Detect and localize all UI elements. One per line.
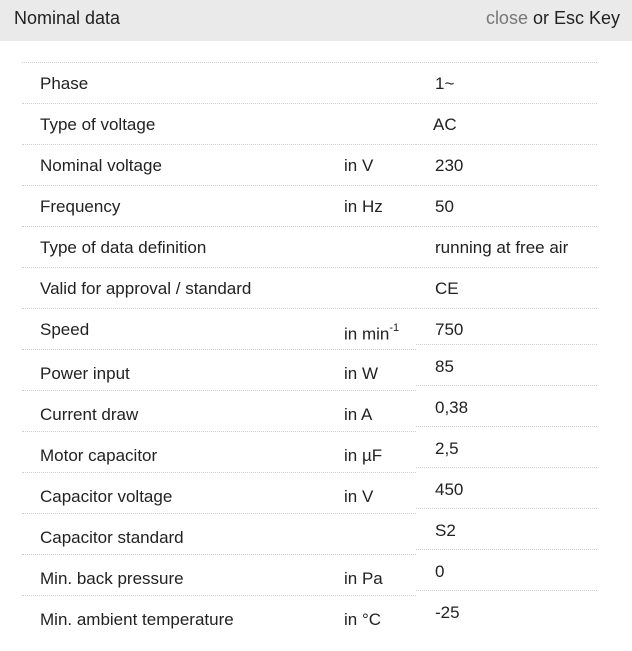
row-value: 450	[435, 480, 464, 499]
row-unit: in A	[344, 405, 373, 424]
row-unit: in V	[344, 487, 374, 506]
row-unit: in $\min^{-1}$	[344, 322, 400, 344]
row-label: Type of voltage	[40, 115, 156, 134]
row-label: Capacitor voltage	[40, 487, 173, 506]
row-label: Min. back pressure	[40, 569, 184, 588]
close-link[interactable]: close	[485, 8, 528, 28]
table-row	[22, 391, 597, 432]
row-value: 85	[435, 357, 454, 376]
table-row	[22, 186, 597, 227]
table-row	[22, 268, 597, 309]
row-label: Valid for approval / standard	[40, 279, 252, 298]
row-label: Current draw	[40, 405, 139, 424]
esc-key-hint: or Esc Key	[527, 8, 620, 28]
table-row	[22, 473, 597, 514]
table-row	[22, 145, 597, 186]
row-value: CE	[435, 279, 459, 298]
row-value: -25	[435, 603, 460, 622]
row-unit: in V	[344, 156, 374, 175]
row-value: 50	[435, 197, 454, 216]
table-row	[22, 555, 597, 596]
dialog-title: Nominal data	[14, 8, 121, 28]
row-value: 0,38	[435, 398, 469, 417]
row-value: 2,5	[435, 439, 459, 458]
row-label: Frequency	[40, 197, 121, 216]
table-row	[22, 104, 597, 145]
close-hint	[486, 8, 620, 29]
row-value: 0	[435, 562, 445, 581]
table-row	[22, 432, 597, 473]
row-value: AC	[433, 115, 457, 134]
row-unit: in °C	[344, 610, 382, 629]
row-label: Min. ambient temperature	[40, 610, 234, 629]
row-value: 1~	[435, 74, 455, 93]
nominal-data-table	[22, 62, 597, 637]
row-unit: in µF	[344, 446, 383, 465]
table-row	[22, 63, 597, 104]
row-value: 750	[435, 320, 464, 339]
table-row	[22, 596, 597, 637]
row-label: Power input	[40, 364, 130, 383]
row-label: Type of data definition	[40, 238, 207, 257]
row-label: Phase	[40, 74, 89, 93]
row-unit: in W	[344, 364, 378, 383]
unit-exponent: -1	[389, 322, 400, 334]
table-row	[22, 350, 597, 391]
row-value: running at free air	[435, 238, 569, 257]
row-value: 230	[435, 156, 464, 175]
row-label: Speed	[40, 320, 90, 339]
row-value: S2	[435, 521, 456, 540]
dialog-header	[0, 0, 632, 41]
row-label: Nominal voltage	[40, 156, 162, 175]
table-row	[22, 309, 597, 350]
row-label: Capacitor standard	[40, 528, 184, 547]
row-unit: in Hz	[344, 197, 383, 216]
table-row	[22, 227, 597, 268]
row-unit: in Pa	[344, 569, 383, 588]
row-label: Motor capacitor	[40, 446, 158, 465]
table-row	[22, 514, 597, 555]
